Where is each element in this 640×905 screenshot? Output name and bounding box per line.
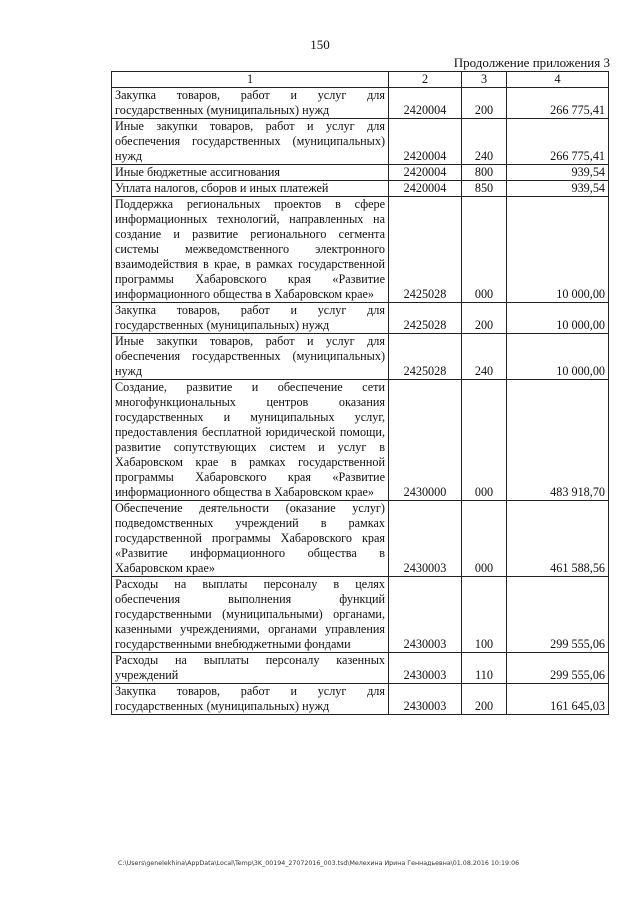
- table-row: [112, 577, 609, 653]
- row-name: Закупка товаров, работ и услуг для государственных (муниципальных) нужд: [112, 684, 389, 715]
- file-path-footer: C:\Users\genelekhina\AppData\Local\Temp\3K_00194_27072016_003.tsd\Мелехина Ирина Геннадьевна\01.08.2016 10:19:06: [118, 860, 520, 867]
- row-code: 2420004: [389, 88, 462, 119]
- table-row: [112, 303, 609, 334]
- row-amount: 299 555,06: [507, 577, 609, 653]
- table-row: [112, 501, 609, 577]
- row-name: Расходы на выплаты персоналу в целях обеспечения выполнения функций государственными (муниципальными) органами, казенными учреждениями, органами управления государственными внебюджетными фондами: [112, 577, 389, 653]
- row-code: 2425028: [389, 303, 462, 334]
- row-amount: 939,54: [507, 165, 609, 181]
- page-number: 150: [310, 37, 330, 52]
- row-name: Поддержка региональных проектов в сфере информационных технологий, направленных на создание и развитие регионального сегмента системы межведомственного электронного взаимодействия в крае, в рамках государственной программы Хабаровского края «Развитие информационного общества в Хабаровском крае»: [112, 197, 389, 303]
- row-amount: 461 588,56: [507, 501, 609, 577]
- table-row: [112, 197, 609, 303]
- row-name: Расходы на выплаты персоналу казенных учреждений: [112, 653, 389, 684]
- row-expense-type: 240: [462, 119, 507, 165]
- row-amount: 161 645,03: [507, 684, 609, 715]
- row-expense-type: 240: [462, 334, 507, 380]
- table-row: [112, 88, 609, 119]
- header-col-1: 1: [112, 72, 389, 88]
- table-row: [112, 653, 609, 684]
- row-code: 2420004: [389, 181, 462, 197]
- row-amount: 483 918,70: [507, 380, 609, 501]
- row-amount: 266 775,41: [507, 88, 609, 119]
- table-row: [112, 684, 609, 715]
- row-name: Уплата налогов, сборов и иных платежей: [112, 181, 389, 197]
- table-row: [112, 119, 609, 165]
- row-expense-type: 000: [462, 380, 507, 501]
- row-code: 2430003: [389, 684, 462, 715]
- row-name: Иные закупки товаров, работ и услуг для обеспечения государственных (муниципальных) нужд: [112, 119, 389, 165]
- row-expense-type: 000: [462, 501, 507, 577]
- row-code: 2430003: [389, 577, 462, 653]
- row-amount: 10 000,00: [507, 303, 609, 334]
- row-name: Закупка товаров, работ и услуг для государственных (муниципальных) нужд: [112, 303, 389, 334]
- header-col-2: 2: [389, 72, 462, 88]
- row-expense-type: 800: [462, 165, 507, 181]
- row-name: Иные бюджетные ассигнования: [112, 165, 389, 181]
- row-amount: 299 555,06: [507, 653, 609, 684]
- table-row: [112, 334, 609, 380]
- row-code: 2425028: [389, 334, 462, 380]
- table-row: [112, 181, 609, 197]
- row-name: Закупка товаров, работ и услуг для государственных (муниципальных) нужд: [112, 88, 389, 119]
- row-code: 2430003: [389, 653, 462, 684]
- row-code: 2430003: [389, 501, 462, 577]
- table-row: [112, 165, 609, 181]
- row-amount: 939,54: [507, 181, 609, 197]
- row-code: 2420004: [389, 119, 462, 165]
- row-amount: 266 775,41: [507, 119, 609, 165]
- row-expense-type: 200: [462, 303, 507, 334]
- row-code: 2430000: [389, 380, 462, 501]
- row-code: 2425028: [389, 197, 462, 303]
- row-expense-type: 200: [462, 88, 507, 119]
- row-code: 2420004: [389, 165, 462, 181]
- row-expense-type: 850: [462, 181, 507, 197]
- row-expense-type: 000: [462, 197, 507, 303]
- row-amount: 10 000,00: [507, 334, 609, 380]
- row-expense-type: 110: [462, 653, 507, 684]
- row-amount: 10 000,00: [507, 197, 609, 303]
- row-expense-type: 200: [462, 684, 507, 715]
- budget-table: [111, 71, 609, 715]
- row-name: Обеспечение деятельности (оказание услуг) подведомственных учреждений в рамках государственной программы Хабаровского края «Развитие информационного общества в Хабаровском крае»: [112, 501, 389, 577]
- row-expense-type: 100: [462, 577, 507, 653]
- table-row: [112, 380, 609, 501]
- header-col-3: 3: [462, 72, 507, 88]
- row-name: Иные закупки товаров, работ и услуг для обеспечения государственных (муниципальных) нужд: [112, 334, 389, 380]
- row-name: Создание, развитие и обеспечение сети многофункциональных центров оказания государственных и муниципальных услуг, предоставления бесплатной юридической помощи, развитие сопутствующих систем и услуг в Хабаровском крае в рамках государственной программы Хабаровского края «Развитие информационного общества в Хабаровском крае»: [112, 380, 389, 501]
- header-col-4: 4: [507, 72, 609, 88]
- header-row: [112, 72, 609, 88]
- continuation-note: Продолжение приложения 3: [453, 55, 610, 70]
